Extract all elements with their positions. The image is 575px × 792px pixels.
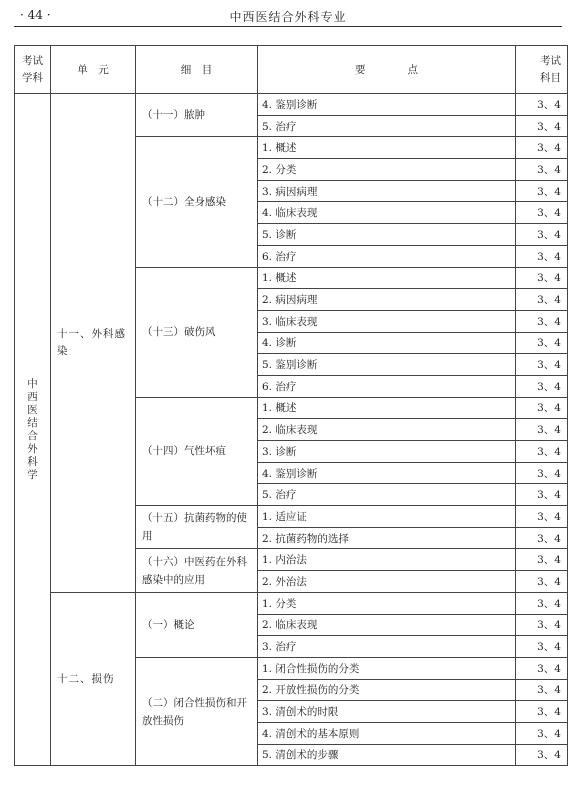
- header-item: 细 目: [136, 46, 258, 94]
- point-cell: 2. 病因病理: [258, 289, 516, 311]
- point-cell: 4. 鉴别诊断: [258, 94, 516, 116]
- point-cell: 5. 鉴别诊断: [258, 354, 516, 376]
- item-label: （十五）抗菌药物的使用: [142, 512, 247, 543]
- header-rule: [14, 26, 562, 27]
- item-label: （十一）脓肿: [142, 109, 205, 122]
- point-cell: 3. 临床表现: [258, 310, 516, 332]
- level-cell: 3、4: [516, 419, 568, 441]
- item-cell: [136, 657, 258, 765]
- page-number: · 44 ·: [20, 8, 51, 22]
- point-cell: 2. 临床表现: [258, 419, 516, 441]
- point-cell: 1. 内治法: [258, 549, 516, 571]
- subject-label: 中西医结合外科学: [27, 377, 38, 481]
- point-cell: 4. 诊断: [258, 332, 516, 354]
- level-cell: 3、4: [516, 701, 568, 723]
- item-cell: [136, 267, 258, 397]
- point-cell: 1. 分类: [258, 592, 516, 614]
- point-cell: 5. 治疗: [258, 484, 516, 506]
- level-cell: 3、4: [516, 289, 568, 311]
- level-cell: 3、4: [516, 375, 568, 397]
- item-label: （二）闭合性损伤和开放性损伤: [142, 696, 247, 727]
- level-cell: 3、4: [516, 224, 568, 246]
- point-cell: 2. 抗菌药物的选择: [258, 527, 516, 549]
- point-cell: 4. 清创术的基本原则: [258, 722, 516, 744]
- point-cell: 3. 清创术的时限: [258, 701, 516, 723]
- point-cell: 5. 治疗: [258, 115, 516, 137]
- item-cell: [136, 549, 258, 592]
- level-cell: 3、4: [516, 549, 568, 571]
- level-cell: 3、4: [516, 506, 568, 528]
- subject-cell: [15, 94, 51, 766]
- point-cell: 2. 开放性损伤的分类: [258, 679, 516, 701]
- table-header-row: [15, 46, 568, 94]
- level-cell: 3、4: [516, 484, 568, 506]
- level-cell: 3、4: [516, 310, 568, 332]
- level-cell: 3、4: [516, 592, 568, 614]
- item-cell: [136, 94, 258, 137]
- syllabus-table: [14, 45, 568, 766]
- unit-cell: [51, 94, 136, 593]
- unit-cell: [51, 592, 136, 766]
- header-unit: 单 元: [51, 46, 136, 94]
- unit-label: 十一、外科感染: [57, 327, 126, 357]
- point-cell: 4. 鉴别诊断: [258, 462, 516, 484]
- item-label: （十四）气性坏疽: [142, 445, 226, 458]
- point-cell: 3. 诊断: [258, 441, 516, 463]
- level-cell: 3、4: [516, 137, 568, 159]
- point-cell: 1. 闭合性损伤的分类: [258, 657, 516, 679]
- item-label: （十三）破伤风: [142, 326, 216, 339]
- level-cell: 3、4: [516, 94, 568, 116]
- header-subject: 考试学科: [15, 46, 51, 94]
- header-level: 考试科目: [516, 46, 568, 94]
- level-cell: 3、4: [516, 245, 568, 267]
- page-header: [14, 8, 562, 24]
- item-cell: [136, 592, 258, 657]
- level-cell: 3、4: [516, 462, 568, 484]
- header-points: 要 点: [258, 46, 516, 94]
- point-cell: 4. 临床表现: [258, 202, 516, 224]
- point-cell: 1. 概述: [258, 397, 516, 419]
- level-cell: 3、4: [516, 614, 568, 636]
- item-cell: [136, 397, 258, 505]
- table-row: [15, 94, 568, 116]
- level-cell: 3、4: [516, 657, 568, 679]
- level-cell: 3、4: [516, 332, 568, 354]
- item-label: （一）概论: [142, 618, 195, 631]
- level-cell: 3、4: [516, 267, 568, 289]
- level-cell: 3、4: [516, 354, 568, 376]
- running-title: 中西医结合外科专业: [229, 10, 347, 24]
- point-cell: 5. 清创术的步骤: [258, 744, 516, 766]
- level-cell: 3、4: [516, 180, 568, 202]
- point-cell: 2. 分类: [258, 159, 516, 181]
- point-cell: 1. 概述: [258, 267, 516, 289]
- level-cell: 3、4: [516, 722, 568, 744]
- level-cell: 3、4: [516, 571, 568, 593]
- point-cell: 6. 治疗: [258, 245, 516, 267]
- level-cell: 3、4: [516, 115, 568, 137]
- level-cell: 3、4: [516, 202, 568, 224]
- level-cell: 3、4: [516, 679, 568, 701]
- table-body: [15, 94, 568, 766]
- table-row: [15, 592, 568, 614]
- point-cell: 2. 外治法: [258, 571, 516, 593]
- level-cell: 3、4: [516, 527, 568, 549]
- item-cell: [136, 137, 258, 267]
- point-cell: 1. 适应证: [258, 506, 516, 528]
- point-cell: 6. 治疗: [258, 375, 516, 397]
- item-label: （十二）全身感染: [142, 195, 226, 208]
- point-cell: 3. 治疗: [258, 636, 516, 658]
- level-cell: 3、4: [516, 441, 568, 463]
- point-cell: 1. 概述: [258, 137, 516, 159]
- item-label: （十六）中医药在外科感染中的应用: [142, 555, 247, 586]
- level-cell: 3、4: [516, 636, 568, 658]
- unit-label: 十二、损伤: [57, 672, 115, 685]
- point-cell: 2. 临床表现: [258, 614, 516, 636]
- point-cell: 3. 病因病理: [258, 180, 516, 202]
- level-cell: 3、4: [516, 159, 568, 181]
- item-cell: [136, 506, 258, 549]
- level-cell: 3、4: [516, 397, 568, 419]
- level-cell: 3、4: [516, 744, 568, 766]
- point-cell: 5. 诊断: [258, 224, 516, 246]
